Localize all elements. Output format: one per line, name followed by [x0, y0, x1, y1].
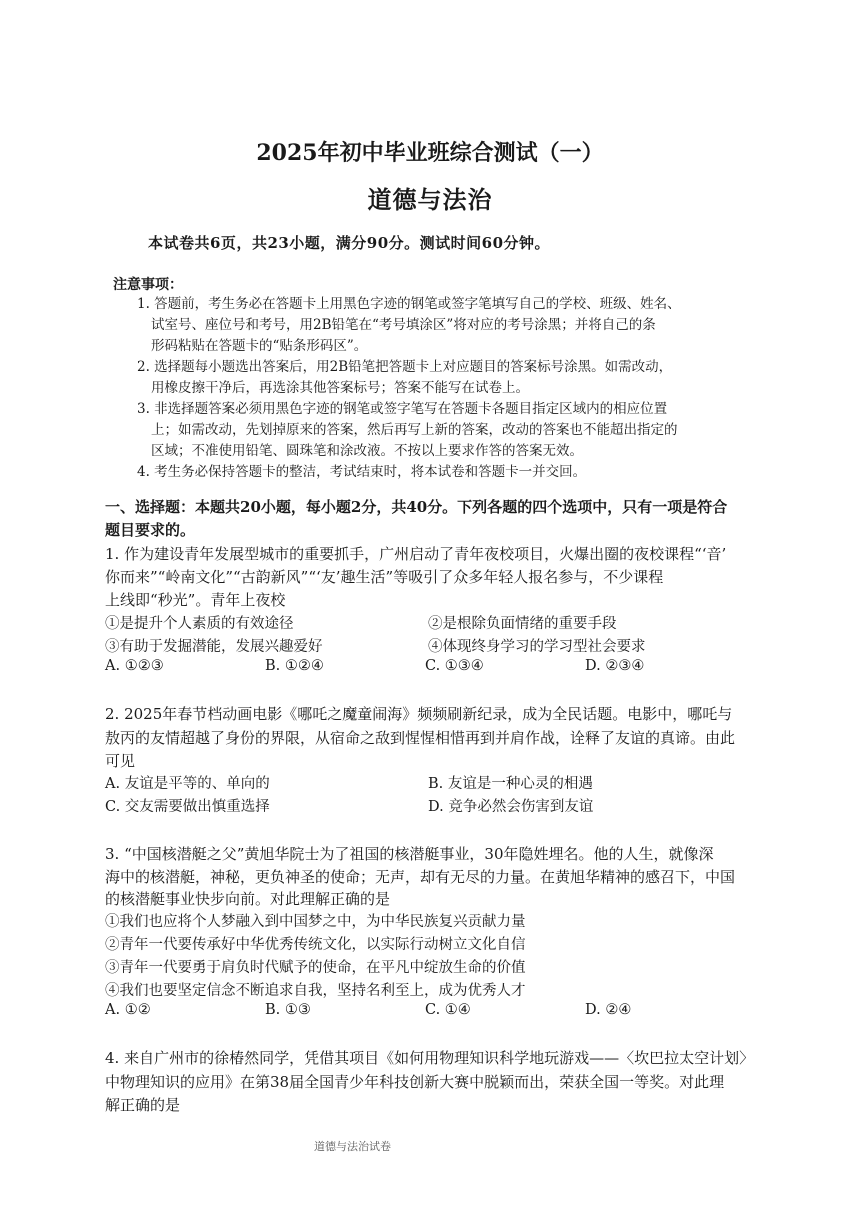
q1-option-a: A. ①②③ — [105, 658, 164, 674]
note-line: 试室号、座位号和考号，用2B铅笔在“考号填涂区”将对应的考号涂黑；并将自己的条 — [151, 317, 656, 333]
q1-option-c: C. ①③④ — [425, 658, 484, 674]
q2-option-c: C. 交友需要做出慎重选择 — [105, 799, 270, 815]
q1-statement: ②是根除负面情绪的重要手段 — [428, 616, 617, 632]
q1-stem: 1. 作为建设青年发展型城市的重要抓手，广州启动了青年夜校项目，火爆出圈的夜校课程“‘音’ — [105, 545, 727, 563]
subject-title: 道德与法治 — [367, 185, 493, 214]
q2-option-b: B. 友谊是一种心灵的相遇 — [428, 776, 593, 792]
q1-statement: ③有助于发掘潜能，发展兴趣爱好 — [105, 639, 323, 655]
q1-option-d: D. ②③④ — [585, 658, 645, 674]
exam-title: 2025年初中毕业班综合测试（一） — [256, 140, 604, 166]
note-line: 1. 答题前，考生务必在答题卡上用黑色字迹的钢笔或签字笔填写自己的学校、班级、姓名、 — [137, 296, 681, 312]
note-line: 3. 非选择题答案必须用黑色字迹的钢笔或签字笔写在答题卡各题目指定区域内的相应位置 — [137, 401, 668, 417]
q3-option-b: B. ①③ — [265, 1002, 311, 1018]
note-line: 形码粘贴在答题卡的“贴条形码区”。 — [151, 338, 368, 354]
page-footer: 道德与法治试卷 — [314, 1140, 391, 1153]
note-line: 4. 考生务必保持答题卡的整洁，考试结束时，将本试卷和答题卡一并交回。 — [137, 464, 587, 480]
q1-stem: 上线即“秒光”。青年上夜校 — [105, 591, 286, 609]
q4-stem: 解正确的是 — [105, 1096, 181, 1114]
note-line: 上；如需改动，先划掉原来的答案，然后再写上新的答案，改动的答案也不能超出指定的 — [151, 422, 678, 438]
q2-stem: 敖丙的友情超越了身份的界限，从宿命之敌到惺惺相惜再到并肩作战，诠释了友谊的真谛。由此 — [105, 729, 736, 747]
q2-stem: 可见 — [105, 752, 136, 770]
q1-stem: 你而来”“岭南文化”“古韵新风”“‘友’趣生活”等吸引了众多年轻人报名参与，不少课程 — [105, 568, 664, 586]
q4-stem: 4. 来自广州市的徐椿然同学，凭借其项目《如何用物理知识科学地玩游戏——〈坎巴拉太空计划〉 — [105, 1049, 755, 1067]
q3-stem: 的核潜艇事业快步向前。对此理解正确的是 — [105, 890, 391, 908]
notes-heading: 注意事项： — [113, 277, 183, 293]
q3-statement: ③青年一代要勇于肩负时代赋予的使命，在平凡中绽放生命的价值 — [105, 960, 526, 976]
section-heading-cont: 题目要求的。 — [105, 521, 196, 539]
q3-stem: 3. “中国核潜艇之父”黄旭华院士为了祖国的核潜艇事业，30年隐姓埋名。他的人生，就像深 — [105, 845, 714, 863]
q3-option-c: C. ①④ — [425, 1002, 471, 1018]
q1-statement: ①是提升个人素质的有效途径 — [105, 616, 294, 632]
q1-option-b: B. ①②④ — [265, 658, 324, 674]
note-line: 2. 选择题每小题选出答案后，用2B铅笔把答题卡上对应题目的答案标号涂黑。如需改动， — [137, 359, 673, 375]
q3-option-d: D. ②④ — [585, 1002, 632, 1018]
note-line: 用橡皮擦干净后，再选涂其他答案标号；答案不能写在试卷上。 — [151, 380, 529, 396]
q3-statement: ②青年一代要传承好中华优秀传统文化，以实际行动树立文化自信 — [105, 937, 526, 953]
q4-stem: 中物理知识的应用》在第38届全国青少年科技创新大赛中脱颖而出，荣获全国一等奖。对此理 — [105, 1073, 725, 1091]
q3-statement: ①我们也应将个人梦融入到中国梦之中，为中华民族复兴贡献力量 — [105, 914, 526, 930]
exam-info: 本试卷共6页，共23小题，满分90分。测试时间60分钟。 — [148, 234, 551, 252]
q2-option-d: D. 竞争必然会伤害到友谊 — [428, 799, 594, 815]
q2-stem: 2. 2025年春节档动画电影《哪吒之魔童闹海》频频刷新纪录，成为全民话题。电影中，哪吒与 — [105, 705, 733, 723]
section-heading: 一、选择题：本题共20小题，每小题2分，共40分。下列各题的四个选项中，只有一项是符合 — [105, 498, 728, 516]
q2-option-a: A. 友谊是平等的、单向的 — [105, 776, 270, 792]
q3-option-a: A. ①② — [105, 1002, 151, 1018]
q1-statement: ④体现终身学习的学习型社会要求 — [428, 639, 646, 655]
q3-stem: 海中的核潜艇，神秘，更负神圣的使命；无声，却有无尽的力量。在黄旭华精神的感召下，中国 — [105, 868, 736, 886]
q3-statement: ④我们也要坚定信念不断追求自我，坚持名利至上，成为优秀人才 — [105, 983, 526, 999]
note-line: 区域；不准使用铅笔、圆珠笔和涂改液。不按以上要求作答的答案无效。 — [151, 443, 583, 459]
